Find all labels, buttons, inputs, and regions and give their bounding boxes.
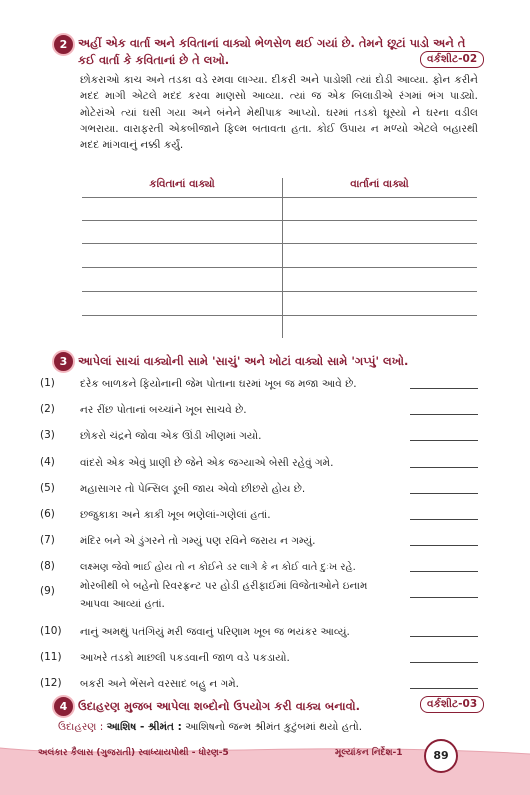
item-text: મહાસાગર તો પેન્સિલ ડૂબી જાય એવો છીછરો હોય છે. bbox=[80, 483, 306, 495]
answer-blank[interactable] bbox=[410, 662, 478, 663]
section-4-number-badge: 4 bbox=[52, 695, 75, 718]
table-divider bbox=[282, 178, 283, 338]
answer-blank[interactable] bbox=[410, 467, 478, 468]
mixed-sentences-paragraph: છોકરાઓ કાચ અને તડકા વડે રમવા લાગ્યા. દીકરી અને પાડોશી ત્યાં દોડી આવ્યા. ફોન કરીને મદદ માગી એટલે મદદ કરવા માણસો આવ્યા. ત્યાં જ એક બિલાડીએ રંગમાં ભંગ પાડ્યો. મોટેરાંએ ત્યાં ઘસી ગયા અને બંનેને મેથીપાક આપ્યો. ઘરમાં તડકો ઘૂસ્યો ને ઘરના વડીલ ગભરાયા. વારાફરતી એકબીજાને ફિલ્મ બતાવતા હતા. કોઈ ઉપાય ન મળ્યો એટલે બહારથી મદદ માંગવાનું નક્કી કર્યું. bbox=[80, 74, 478, 152]
answer-blank[interactable] bbox=[410, 440, 478, 441]
item-text-continued: આપવા આવ્યાં હતાં. bbox=[80, 598, 165, 610]
item-text: છજુકાકા અને કાકી ખૂબ ભણેલાં-ગણેલાં હતાં. bbox=[80, 509, 271, 521]
item-text: વાંદરો એક એવું પ્રાણી છે જેને એક જગ્યાએ બેસી રહેવું ગમે. bbox=[80, 457, 334, 469]
item-text: નર રીંછ પોતાનાં બચ્ચાંને ખૂબ સાચવે છે. bbox=[80, 404, 247, 416]
item-number: (3) bbox=[40, 429, 55, 441]
example-label: ઉદાહરણ : bbox=[58, 721, 104, 733]
item-text: આખરે તડકો માછલી પકડવાની જાળ વડે પકડાયો. bbox=[80, 652, 290, 664]
item-text: લક્ષ્મણ જેવો ભાઈ હોય તો ન કોઈને ડર લાગે કે ન કોઈ વાતે દુઃખ રહે. bbox=[80, 562, 356, 573]
answer-blank[interactable] bbox=[410, 688, 478, 689]
example-words: આશિષ - શ્રીમંત : bbox=[106, 721, 182, 733]
item-text: મંદિર બને એ ડુંગરને તો ગમ્યું પણ રવિને જરાય ન ગમ્યું. bbox=[80, 535, 316, 547]
footer-section-label: મૂલ્યાંકન નિર્દેશ-1 bbox=[335, 748, 403, 758]
section-3-title: આપેલાં સાચાં વાક્યોની સામે 'સાચું' અને ખોટાં વાક્યો સામે 'ગપ્પું' લખો. bbox=[78, 354, 409, 368]
section-2-title-line-1: અહીં એક વાર્તા અને કવિતાનાં વાક્યો ભેળસેળ થઈ ગયાં છે. તેમને છૂટાં પાડો અને તે bbox=[78, 36, 466, 50]
item-number: (12) bbox=[40, 677, 62, 689]
answer-blank[interactable] bbox=[410, 545, 478, 546]
item-text: નાનું અમથું પતંગિયું મરી જવાનું પરિણામ ખૂબ જ ભયંકર આવ્યું. bbox=[80, 626, 350, 638]
answer-blank[interactable] bbox=[410, 597, 478, 598]
item-text: મોરબીથી બે બહેનો રિવરફ્રન્ટ પર હોડી હરીફાઈમાં વિજેતાઓને ઇનામ bbox=[80, 580, 368, 592]
table-row-line[interactable] bbox=[82, 315, 477, 316]
item-number: (9) bbox=[40, 585, 55, 597]
item-number: (2) bbox=[40, 403, 55, 415]
answer-blank[interactable] bbox=[410, 493, 478, 494]
table-row-line[interactable] bbox=[82, 243, 477, 244]
answer-blank[interactable] bbox=[410, 636, 478, 637]
worksheet-02-tag: વર્કશીટ-02 bbox=[420, 51, 484, 68]
answer-blank[interactable] bbox=[410, 414, 478, 415]
item-number: (4) bbox=[40, 456, 55, 468]
example-sentence: આશિષનો જન્મ શ્રીમંત કુટુંબમાં થયો હતો. bbox=[185, 721, 363, 733]
page-number: 89 bbox=[433, 749, 449, 762]
item-number: (1) bbox=[40, 377, 55, 389]
answer-blank[interactable] bbox=[410, 388, 478, 389]
section-2-title-line-2: કઈ વાર્તા કે કવિતાનાં છે તે લખો. bbox=[78, 53, 230, 67]
item-text: દરેક બાળકને ફિયોનાની જેમ પોતાના ઘરમાં ખૂબ જ મજા આવે છે. bbox=[80, 378, 357, 390]
table-row-line[interactable] bbox=[82, 291, 477, 292]
table-header-story: વાર્તાનાં વાક્યો bbox=[350, 178, 409, 190]
table-header-poem: કવિતાનાં વાક્યો bbox=[149, 178, 215, 190]
section-4-title: ઉદાહરણ મુજબ આપેલા શબ્દોનો ઉપયોગ કરી વાક્ય બનાવો. bbox=[78, 699, 360, 713]
section-3-number-badge: 3 bbox=[52, 350, 75, 373]
item-number: (7) bbox=[40, 534, 55, 546]
item-number: (10) bbox=[40, 625, 62, 637]
item-number: (6) bbox=[40, 508, 55, 520]
item-number: (8) bbox=[40, 560, 55, 572]
answer-blank[interactable] bbox=[410, 519, 478, 520]
table-header-line bbox=[82, 197, 477, 198]
table-row-line[interactable] bbox=[82, 220, 477, 221]
page-number-badge bbox=[424, 739, 458, 773]
item-number: (5) bbox=[40, 482, 55, 494]
item-text: છોકરો ચંદ્રને જોવા એક ઊંડી ખીણમાં ગયો. bbox=[80, 430, 262, 442]
footer-book-title: અલંકાર કૈલાસ (ગુજરાતી) સ્વાધ્યાયપોથી - ધોરણ-5 bbox=[38, 748, 229, 758]
item-text: બકરી અને ભેંસને વરસાદ બહુ ન ગમે. bbox=[80, 678, 239, 690]
sort-sentences-table bbox=[82, 178, 477, 338]
worksheet-03-tag: વર્કશીટ-03 bbox=[420, 696, 484, 713]
section-2-number-badge: 2 bbox=[52, 33, 75, 56]
answer-blank[interactable] bbox=[410, 571, 478, 572]
item-number: (11) bbox=[40, 651, 62, 663]
table-row-line[interactable] bbox=[82, 267, 477, 268]
